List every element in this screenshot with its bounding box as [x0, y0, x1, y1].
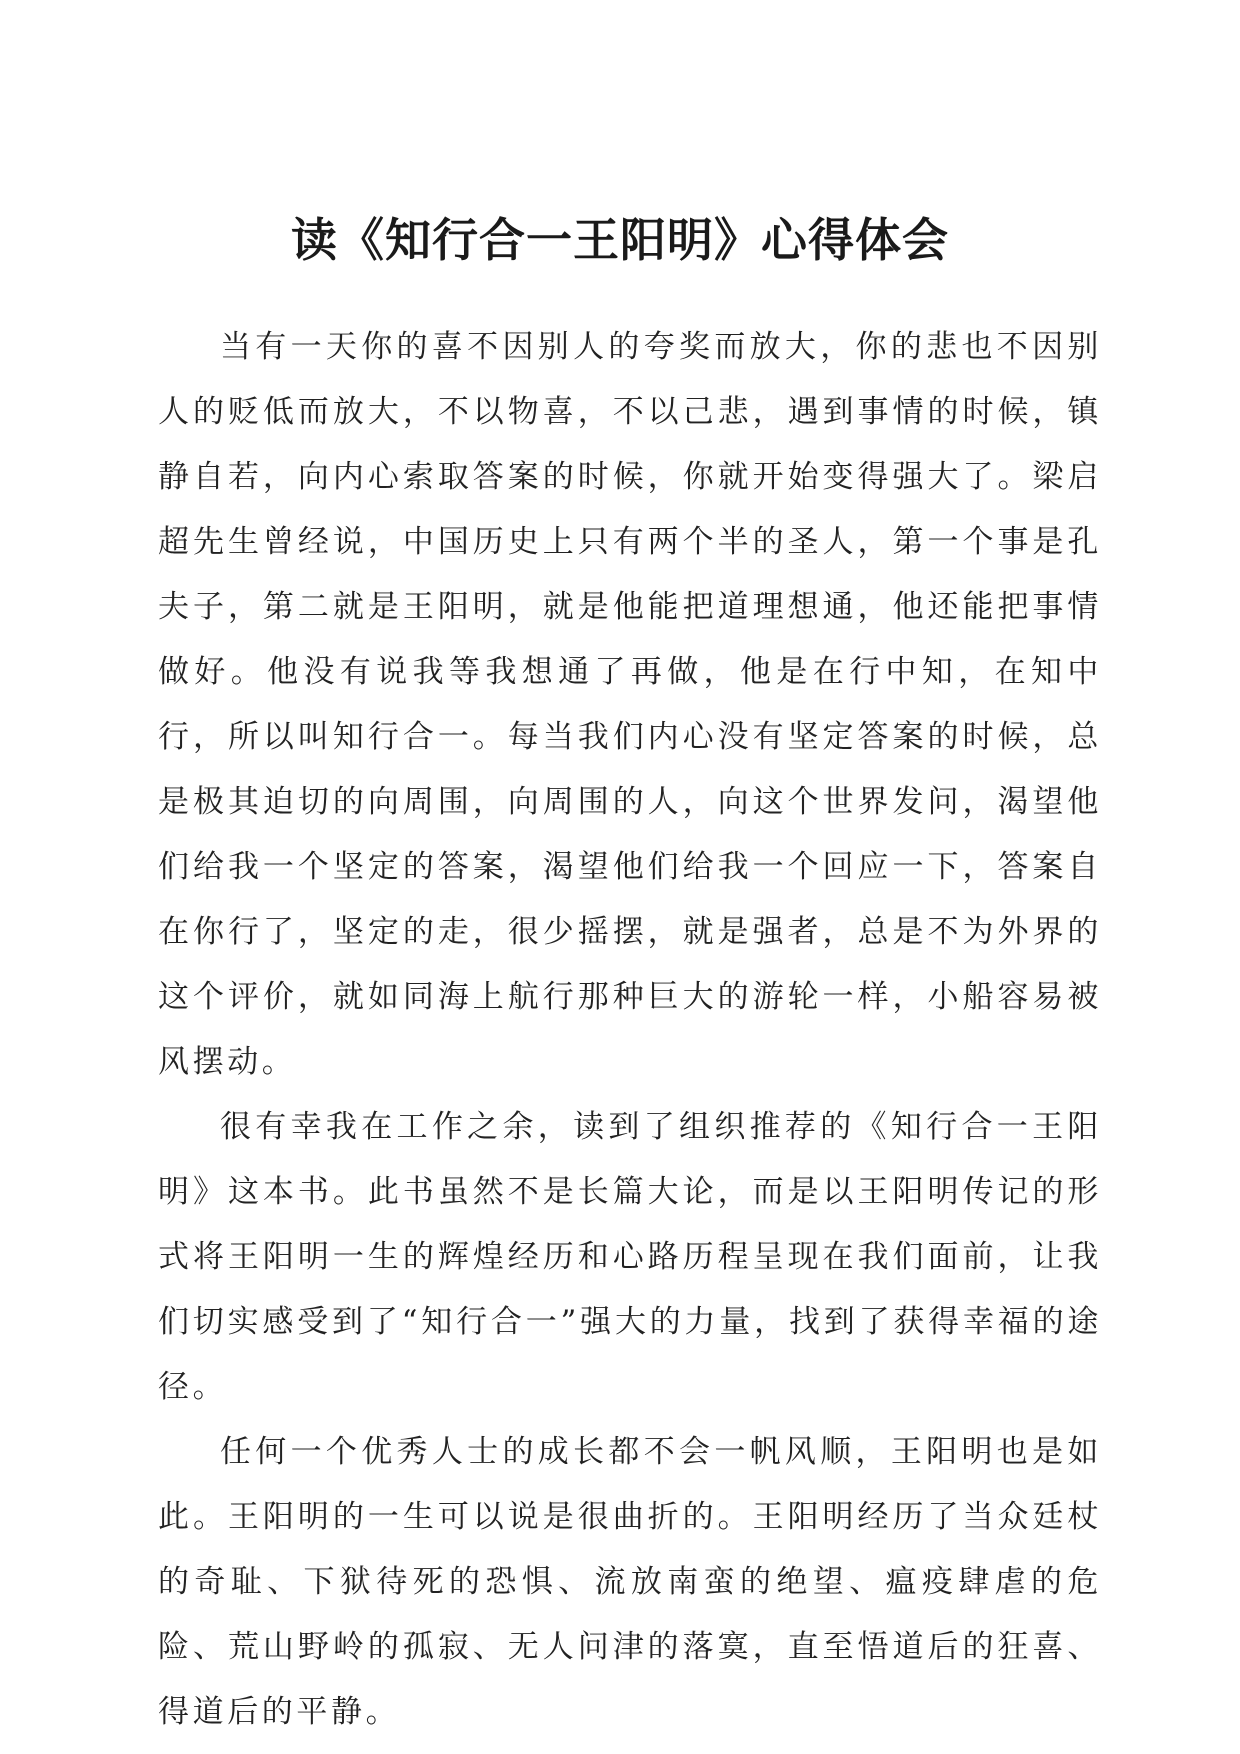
- document-body: [158, 315, 1102, 1745]
- paragraph-3: 任何一个优秀人士的成长都不会一帆风顺，王阳明也是如此。王阳明的一生可以说是很曲折的。王阳明经历了当众廷杖的奇耻、下狱待死的恐惧、流放南蛮的绝望、瘟疫肆虐的危险、荒山野岭的孤寂、无人问津的落寞，直至悟道后的狂喜、得道后的平静。: [158, 1434, 1102, 1730]
- document-title: 读《知行合一王阳明》心得体会: [291, 213, 949, 267]
- paragraph-2: 很有幸我在工作之余，读到了组织推荐的《知行合一王阳明》这本书。此书虽然不是长篇大论，而是以王阳明传记的形式将王阳明一生的辉煌经历和心路历程呈现在我们面前，让我们切实感受到了“知行合一”强大的力量，找到了获得幸福的途径。: [158, 1109, 1102, 1405]
- paragraph-1: 当有一天你的喜不因别人的夸奖而放大，你的悲也不因别人的贬低而放大，不以物喜，不以己悲，遇到事情的时候，镇静自若，向内心索取答案的时候，你就开始变得强大了。梁启超先生曾经说，中国历史上只有两个半的圣人，第一个事是孔夫子，第二就是王阳明，就是他能把道理想通，他还能把事情做好。他没有说我等我想通了再做，他是在行中知，在知中行，所以叫知行合一。每当我们内心没有坚定答案的时候，总是极其迫切的向周围，向周围的人，向这个世界发问，渴望他们给我一个坚定的答案，渴望他们给我一个回应一下，答案自在你行了，坚定的走，很少摇摆，就是强者，总是不为外界的这个评价，就如同海上航行那种巨大的游轮一样，小船容易被风摆动。: [158, 329, 1102, 1080]
